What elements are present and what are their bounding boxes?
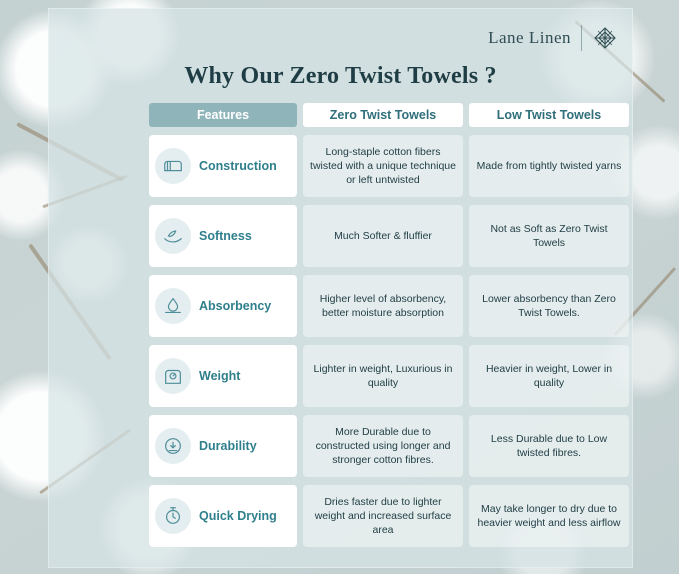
- low-twist-cell: Made from tightly twisted yarns: [469, 135, 629, 197]
- folded-towel-icon: [155, 148, 191, 184]
- page-title: Why Our Zero Twist Towels ?: [184, 63, 497, 89]
- column-header-zero-twist: Zero Twist Towels: [303, 103, 463, 127]
- feature-label: Weight: [199, 368, 241, 383]
- interlaced-knot-logo-icon: [592, 25, 618, 51]
- weighing-scale-icon: [155, 358, 191, 394]
- low-twist-cell: Not as Soft as Zero Twist Towels: [469, 205, 629, 267]
- zero-twist-cell: Lighter in weight, Luxurious in quality: [303, 345, 463, 407]
- table-row: [149, 415, 635, 477]
- feature-cell: [149, 205, 297, 267]
- zero-twist-cell: Long-staple cotton fibers twisted with a unique technique or left untwisted: [303, 135, 463, 197]
- low-twist-cell: Less Durable due to Low twisted fibres.: [469, 415, 629, 477]
- column-header-features: Features: [149, 103, 297, 127]
- feature-label: Softness: [199, 228, 252, 243]
- zero-twist-cell: More Durable due to constructed using longer and stronger cotton fibres.: [303, 415, 463, 477]
- stopwatch-drop-icon: [155, 498, 191, 534]
- feature-cell: [149, 345, 297, 407]
- feature-cell: [149, 485, 297, 547]
- brand-lockup: [488, 25, 618, 51]
- table-header-row: [149, 103, 635, 127]
- feature-cell: [149, 135, 297, 197]
- brand-divider: [581, 25, 582, 51]
- feature-label: Construction: [199, 158, 277, 173]
- content-panel: [48, 8, 633, 568]
- table-row: [149, 275, 635, 337]
- low-twist-cell: Lower absorbency than Zero Twist Towels.: [469, 275, 629, 337]
- zero-twist-cell: Dries faster due to lighter weight and increased surface area: [303, 485, 463, 547]
- table-row: [149, 135, 635, 197]
- hand-with-feather-icon: [155, 218, 191, 254]
- low-twist-cell: Heavier in weight, Lower in quality: [469, 345, 629, 407]
- zero-twist-cell: Much Softer & fluffier: [303, 205, 463, 267]
- feature-cell: [149, 415, 297, 477]
- feature-label: Absorbency: [199, 298, 272, 313]
- table-row: [149, 345, 635, 407]
- feature-label: Durability: [199, 438, 257, 453]
- low-twist-cell: May take longer to dry due to heavier weight and less airflow: [469, 485, 629, 547]
- zero-twist-cell: Higher level of absorbency, better moisture absorption: [303, 275, 463, 337]
- table-row: [149, 485, 635, 547]
- comparison-table: [149, 103, 635, 555]
- column-header-low-twist: Low Twist Towels: [469, 103, 629, 127]
- water-drop-absorb-icon: [155, 288, 191, 324]
- table-row: [149, 205, 635, 267]
- shield-down-arrow-icon: [155, 428, 191, 464]
- feature-label: Quick Drying: [199, 508, 277, 523]
- brand-name: Lane Linen: [488, 28, 571, 47]
- feature-cell: [149, 275, 297, 337]
